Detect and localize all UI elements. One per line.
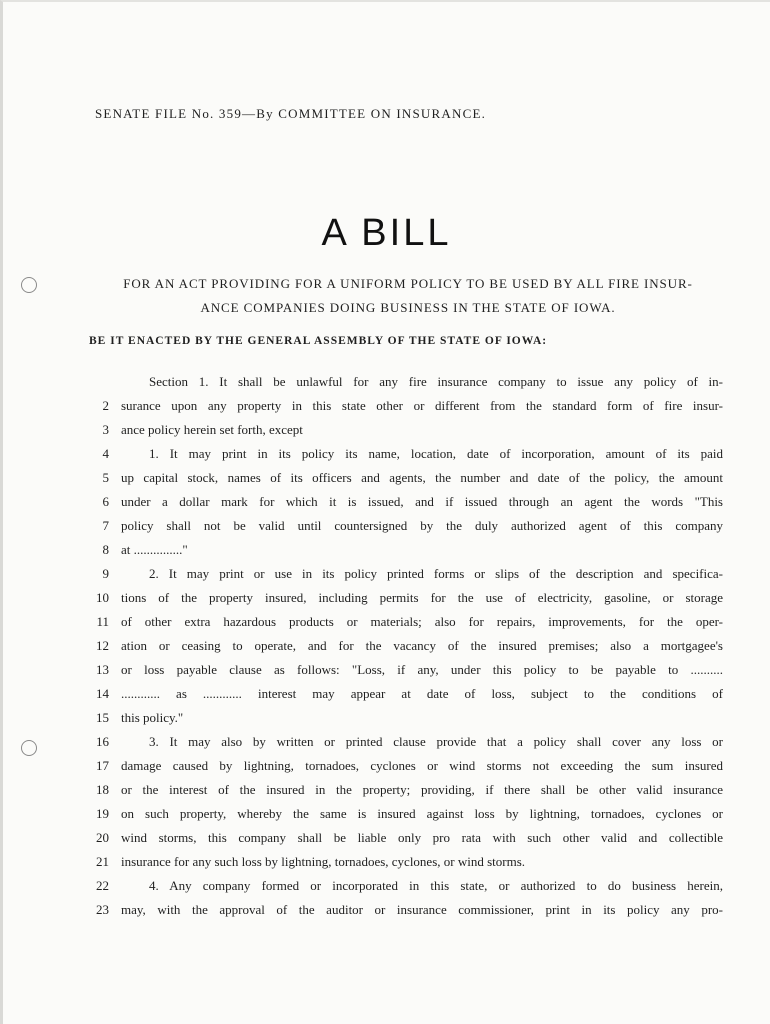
text-line	[83, 850, 723, 874]
line-text: tions of the property insured, including permits for the use of electricity, gasoline, or storage	[121, 590, 723, 605]
subtitle-line: FOR AN ACT PROVIDING FOR A UNIFORM POLICY TO BE USED BY ALL FIRE INSUR-	[123, 276, 693, 291]
line-text: 4. Any company formed or incorporated in this state, or authorized to do business herein,	[149, 878, 723, 893]
line-number: 14	[96, 686, 109, 701]
line-text: 2. It may print or use in its policy printed forms or slips of the description and specifica-	[149, 566, 723, 581]
text-line	[83, 586, 723, 610]
text-line	[83, 466, 723, 490]
line-number: 13	[96, 662, 109, 677]
line-text: up capital stock, names of its officers and agents, the number and date of the policy, the amount	[121, 470, 723, 485]
text-line	[83, 706, 723, 730]
line-text: under a dollar mark for which it is issued, and if issued through an agent the words "This	[121, 494, 723, 509]
text-line	[83, 538, 723, 562]
line-number: 21	[96, 854, 109, 869]
punch-hole	[21, 740, 37, 756]
line-number: 19	[96, 806, 109, 821]
text-line	[83, 610, 723, 634]
bill-title: A BILL	[321, 212, 452, 254]
line-number: 20	[96, 830, 109, 845]
line-number: 7	[102, 518, 109, 533]
line-number: 8	[102, 542, 109, 557]
line-text: or loss payable clause as follows: "Loss, if any, under this policy to be payable to ..........	[121, 662, 723, 677]
line-number: 5	[102, 470, 109, 485]
line-number: 23	[96, 902, 109, 917]
text-line	[83, 754, 723, 778]
line-text: policy shall not be valid until countersigned by the duly authorized agent of this company	[121, 518, 723, 533]
bill-subtitle	[93, 272, 723, 320]
line-number: 16	[96, 734, 109, 749]
line-text: this policy."	[121, 710, 184, 725]
line-number: 10	[96, 590, 109, 605]
line-text: ation or ceasing to operate, and for the vacancy of the insured premises; also a mortgagee's	[121, 638, 723, 653]
line-text: damage caused by lightning, tornadoes, cyclones or wind storms not exceeding the sum insured	[121, 758, 723, 773]
line-text: at ..............."	[121, 542, 188, 557]
line-text: wind storms, this company shall be liable only pro rata with such other valid and collectible	[121, 830, 723, 845]
text-line	[83, 394, 723, 418]
line-text: ance policy herein set forth, except	[121, 422, 303, 437]
subtitle-line: ANCE COMPANIES DOING BUSINESS IN THE STATE OF IOWA.	[200, 300, 616, 315]
line-text: 1. It may print in its policy its name, location, date of incorporation, amount of its paid	[149, 446, 723, 461]
text-line	[83, 370, 723, 394]
text-line	[83, 874, 723, 898]
line-number: 12	[96, 638, 109, 653]
text-line	[83, 802, 723, 826]
text-line	[83, 778, 723, 802]
line-number: 15	[96, 710, 109, 725]
line-number: 22	[96, 878, 109, 893]
text-line	[83, 898, 723, 922]
line-text: insurance for any such loss by lightning, tornadoes, cyclones, or wind storms.	[121, 854, 526, 869]
line-number: 6	[102, 494, 109, 509]
line-text: Section 1. It shall be unlawful for any fire insurance company to issue any policy of in-	[149, 374, 723, 389]
enacting-clause: BE IT ENACTED BY THE GENERAL ASSEMBLY OF THE STATE OF IOWA:	[89, 335, 548, 347]
line-number: 9	[102, 566, 109, 581]
text-line	[83, 682, 723, 706]
punch-hole	[21, 277, 37, 293]
line-number: 3	[102, 422, 109, 437]
text-line	[83, 490, 723, 514]
line-number: 4	[102, 446, 109, 461]
line-text: or the interest of the insured in the property; providing, if there shall be other valid insurance	[121, 782, 723, 797]
senate-file-header: SENATE FILE No. 359—By COMMITTEE ON INSURANCE.	[95, 106, 487, 121]
line-text: on such property, whereby the same is insured against loss by lightning, tornadoes, cyclones or	[121, 806, 723, 821]
text-line	[83, 418, 723, 442]
line-text: ............ as ............ interest may appear at date of loss, subject to the conditions of	[121, 686, 723, 701]
line-number: 18	[96, 782, 109, 797]
text-line	[83, 634, 723, 658]
text-line	[83, 658, 723, 682]
line-text: may, with the approval of the auditor or insurance commissioner, print in its policy any pro-	[121, 902, 723, 917]
text-line	[83, 562, 723, 586]
line-text: 3. It may also by written or printed clause provide that a policy shall cover any loss or	[149, 734, 723, 749]
line-number: 11	[96, 614, 109, 629]
text-line	[83, 514, 723, 538]
text-line	[83, 730, 723, 754]
text-line	[83, 442, 723, 466]
line-text: surance upon any property in this state other or different from the standard form of fire insur-	[121, 398, 723, 413]
line-number: 17	[96, 758, 109, 773]
line-number: 2	[102, 398, 109, 413]
text-line	[83, 826, 723, 850]
line-text: of other extra hazardous products or materials; also for repairs, improvements, for the oper-	[121, 614, 723, 629]
